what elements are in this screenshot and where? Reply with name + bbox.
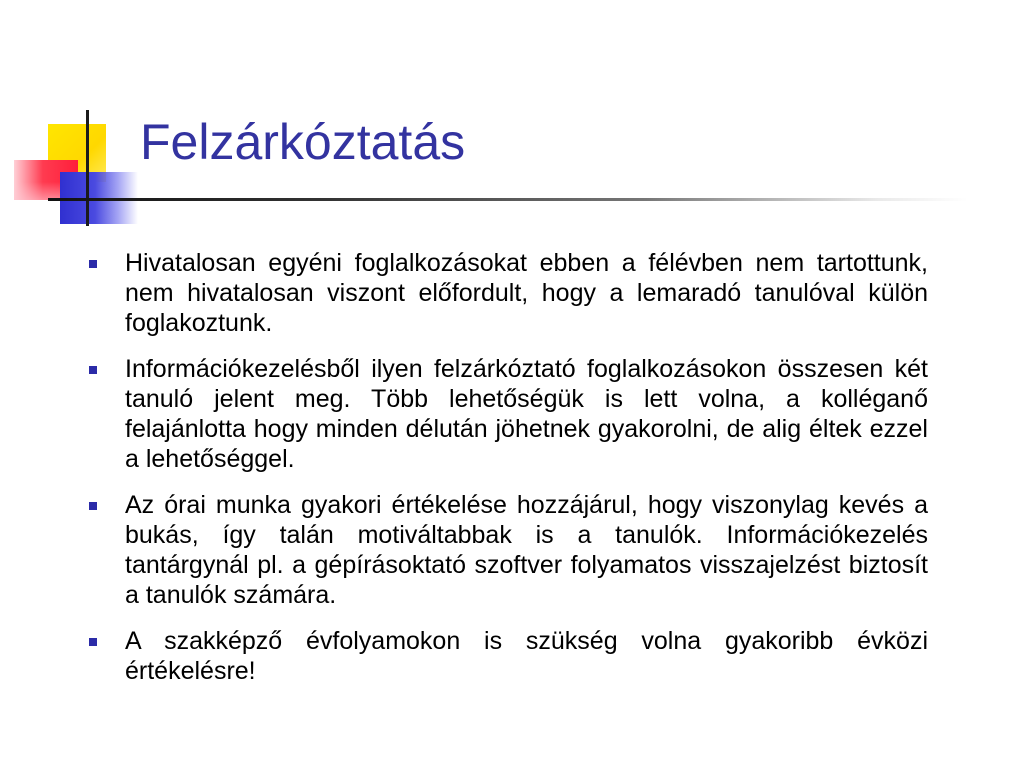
bullet-item xyxy=(86,354,928,474)
bullet-item xyxy=(86,626,928,686)
title-underline xyxy=(48,198,968,201)
square-bullet-icon xyxy=(89,366,97,374)
bullet-item xyxy=(86,248,928,338)
bullet-list xyxy=(86,248,928,702)
bullet-text: Az órai munka gyakori értékelése hozzájárul, hogy viszonylag kevés a bukás, így talán motiváltabbak is a tanulók. Információkezelés tantárgynál pl. a gépírásoktató szoftver folyamatos visszajelzést biztosít a tanulók számára. xyxy=(125,491,928,609)
decor-vertical-line xyxy=(86,110,89,226)
bullet-text: Hivatalosan egyéni foglalkozásokat ebben a félévben nem tartottunk, nem hivatalosan viszont előfordult, hogy a lemaradó tanulóval külön foglakoztunk. xyxy=(125,249,928,337)
slide-title: Felzárkóztatás xyxy=(140,114,466,170)
bullet-item xyxy=(86,490,928,610)
square-bullet-icon xyxy=(89,502,97,510)
bullet-text: A szakképző évfolyamokon is szükség volna gyakoribb évközi értékelésre! xyxy=(125,627,928,685)
bullet-text: Információkezelésből ilyen felzárkóztató foglalkozásokon összesen két tanuló jelent meg. Több lehetőségük is lett volna, a kolléganő felajánlotta hogy minden délután jöhetnek gyakorolni, de alig éltek ezzel a lehetőséggel. xyxy=(125,355,928,473)
square-bullet-icon xyxy=(89,260,97,268)
square-bullet-icon xyxy=(89,638,97,646)
